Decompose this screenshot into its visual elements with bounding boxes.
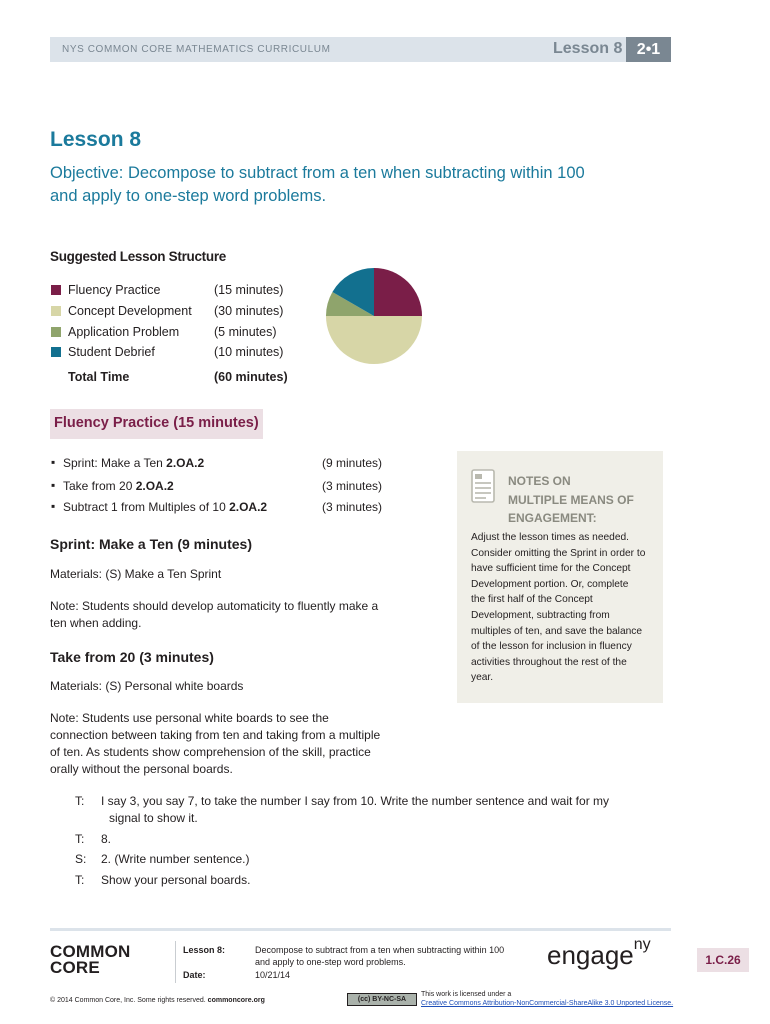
dialog-row (75, 851, 675, 868)
copyright-text: © 2014 Common Core, Inc. Some rights reserved. (50, 997, 208, 1004)
copyright-notice (50, 997, 265, 1004)
take-from-20-note-line: Note: Students use personal white boards to see the (50, 711, 329, 725)
dialog-row (75, 831, 675, 848)
legend-swatch (51, 327, 61, 337)
dialog-line: 2. (Write number sentence.) (101, 852, 250, 866)
notes-body-line: Development, subtracting from (471, 609, 610, 621)
pie-slice (326, 316, 422, 364)
take-from-20-heading: Take from 20 (3 minutes) (50, 649, 214, 665)
license-line: This work is licensed under a (421, 991, 512, 998)
fluency-item-text (63, 500, 267, 514)
footer-divider (175, 941, 176, 983)
structure-label: Student Debrief (68, 345, 155, 359)
notes-body-line: have sufficient time for the Concept (471, 563, 631, 575)
sprint-heading: Sprint: Make a Ten (9 minutes) (50, 536, 252, 552)
objective-line-1: Objective: Decompose to subtract from a ten when subtracting within 100 (50, 164, 585, 182)
structure-row (51, 325, 311, 341)
total-time-label: Total Time (68, 370, 130, 384)
notes-title-line: ENGAGEMENT: (508, 511, 597, 525)
pie-slice (374, 268, 422, 316)
dialog-line: signal to show it. (109, 811, 198, 825)
take-from-20-note-line: orally without the personal boards. (50, 762, 233, 776)
structure-row (51, 345, 311, 361)
notes-body-line: activities throughout the rest of the (471, 656, 627, 668)
structure-row (51, 304, 311, 320)
curriculum-title: NYS COMMON CORE MATHEMATICS CURRICULUM (62, 44, 331, 55)
sprint-materials: Materials: (S) Make a Ten Sprint (50, 567, 222, 581)
fluency-minutes: (3 minutes) (322, 500, 383, 514)
notes-body-line: year. (471, 672, 494, 684)
logo-line: COMMON (50, 942, 131, 961)
fluency-item (51, 456, 391, 472)
bullet-icon: ▪ (51, 478, 56, 492)
dialog-text (101, 793, 661, 827)
fluency-standard: 2.OA.2 (229, 500, 268, 514)
footer-lesson-desc-line: Decompose to subtract from a ten when subtracting within 100 (255, 945, 505, 955)
notes-body-line: of the lesson for inclusion in fluency (471, 641, 632, 653)
lesson-title: Lesson 8 (50, 128, 142, 151)
notes-title-line: NOTES ON (508, 474, 571, 488)
fluency-standard: 2.OA.2 (166, 456, 205, 470)
fluency-minutes: (3 minutes) (322, 479, 383, 493)
structure-label: Application Problem (68, 325, 180, 339)
footer-lesson-label: Lesson 8: (183, 945, 226, 955)
take-from-20-note-line: of ten. As students show comprehension of the skill, practice (50, 745, 371, 759)
dialog-speaker: T: (75, 794, 85, 808)
dialog-line: 8. (101, 832, 112, 846)
dialog-speaker: S: (75, 852, 87, 866)
footer-lesson-desc-line: and apply to one-step word problems. (255, 957, 406, 967)
legend-swatch (51, 285, 61, 295)
grade-module-badge: 2•1 (626, 37, 671, 62)
structure-minutes: (5 minutes) (214, 325, 277, 339)
fluency-activity: Subtract 1 from Multiples of 10 (63, 500, 230, 514)
header-lesson-label: Lesson 8 (553, 40, 623, 57)
fluency-standard: 2.OA.2 (135, 479, 174, 493)
take-from-20-note (50, 710, 430, 778)
common-core-logo (50, 944, 131, 976)
fluency-activity: Sprint: Make a Ten (63, 456, 167, 470)
footer-date-value: 10/21/14 (255, 970, 291, 980)
bullet-icon: ▪ (51, 499, 56, 513)
logo-line: CORE (50, 958, 100, 977)
lesson-objective (50, 162, 690, 208)
footer-lesson-description (255, 944, 504, 968)
notes-document-icon (471, 469, 495, 503)
structure-title: Suggested Lesson Structure (50, 249, 226, 264)
take-from-20-materials: Materials: (S) Personal white boards (50, 679, 244, 693)
lesson-time-pie-chart (325, 267, 423, 365)
sprint-note-line: ten when adding. (50, 616, 142, 630)
structure-row (51, 283, 311, 299)
structure-minutes: (15 minutes) (214, 283, 284, 297)
notes-body-line: multiples of ten, and save the balance (471, 625, 643, 637)
footer-date-label: Date: (183, 970, 206, 980)
notes-body-line: Adjust the lesson times as needed. (471, 532, 630, 543)
license-link[interactable]: Creative Commons Attribution-NonCommercial-ShareAlike 3.0 Unported License. (421, 1000, 674, 1007)
structure-label: Concept Development (68, 304, 192, 318)
sprint-note-line: Note: Students should develop automaticity to fluently make a (50, 599, 379, 613)
dialog-line: Show your personal boards. (101, 873, 251, 887)
copyright-site[interactable]: commoncore.org (207, 997, 265, 1004)
notes-title-line: MULTIPLE MEANS OF (508, 492, 634, 507)
fluency-item-text (63, 456, 204, 470)
bullet-icon: ▪ (51, 455, 56, 469)
dialog-speaker: T: (75, 832, 85, 846)
engage-sup: ny (633, 936, 651, 953)
fluency-heading: Fluency Practice (15 minutes) (50, 409, 263, 439)
dialog-row (75, 872, 675, 889)
structure-label: Fluency Practice (68, 283, 161, 297)
notes-body-line: Development portion. Or, complete (471, 578, 629, 590)
notes-body-line: the first half of the Concept (471, 594, 593, 606)
take-from-20-note-line: connection between taking from ten and taking from a multiple (50, 728, 381, 742)
legend-swatch (51, 306, 61, 316)
fluency-item (51, 500, 391, 516)
fluency-item (51, 479, 391, 495)
engage-word: engage (547, 940, 634, 970)
structure-minutes: (10 minutes) (214, 345, 284, 359)
license-notice (421, 990, 673, 1008)
structure-minutes: (30 minutes) (214, 304, 284, 318)
notes-body-line: Consider omitting the Sprint in order to (471, 547, 646, 559)
page-number: 1.C.26 (697, 948, 749, 972)
notes-body (471, 530, 657, 686)
fluency-minutes: (9 minutes) (322, 456, 383, 470)
fluency-activity: Take from 20 (63, 479, 136, 493)
creative-commons-badge[interactable]: (cc) BY-NC-SA (347, 993, 417, 1006)
dialog-speaker: T: (75, 873, 85, 887)
notes-title (508, 472, 634, 528)
fluency-item-text (63, 479, 174, 493)
dialog-row (75, 793, 675, 827)
objective-line-2: and apply to one-step word problems. (50, 187, 327, 205)
dialog-line: I say 3, you say 7, to take the number I say from 10. Write the number sentence and wait for my (101, 794, 610, 808)
legend-swatch (51, 347, 61, 357)
engageny-logo (547, 936, 651, 971)
footer-rule (50, 928, 671, 931)
sprint-note (50, 598, 420, 632)
total-time-minutes: (60 minutes) (214, 370, 288, 384)
